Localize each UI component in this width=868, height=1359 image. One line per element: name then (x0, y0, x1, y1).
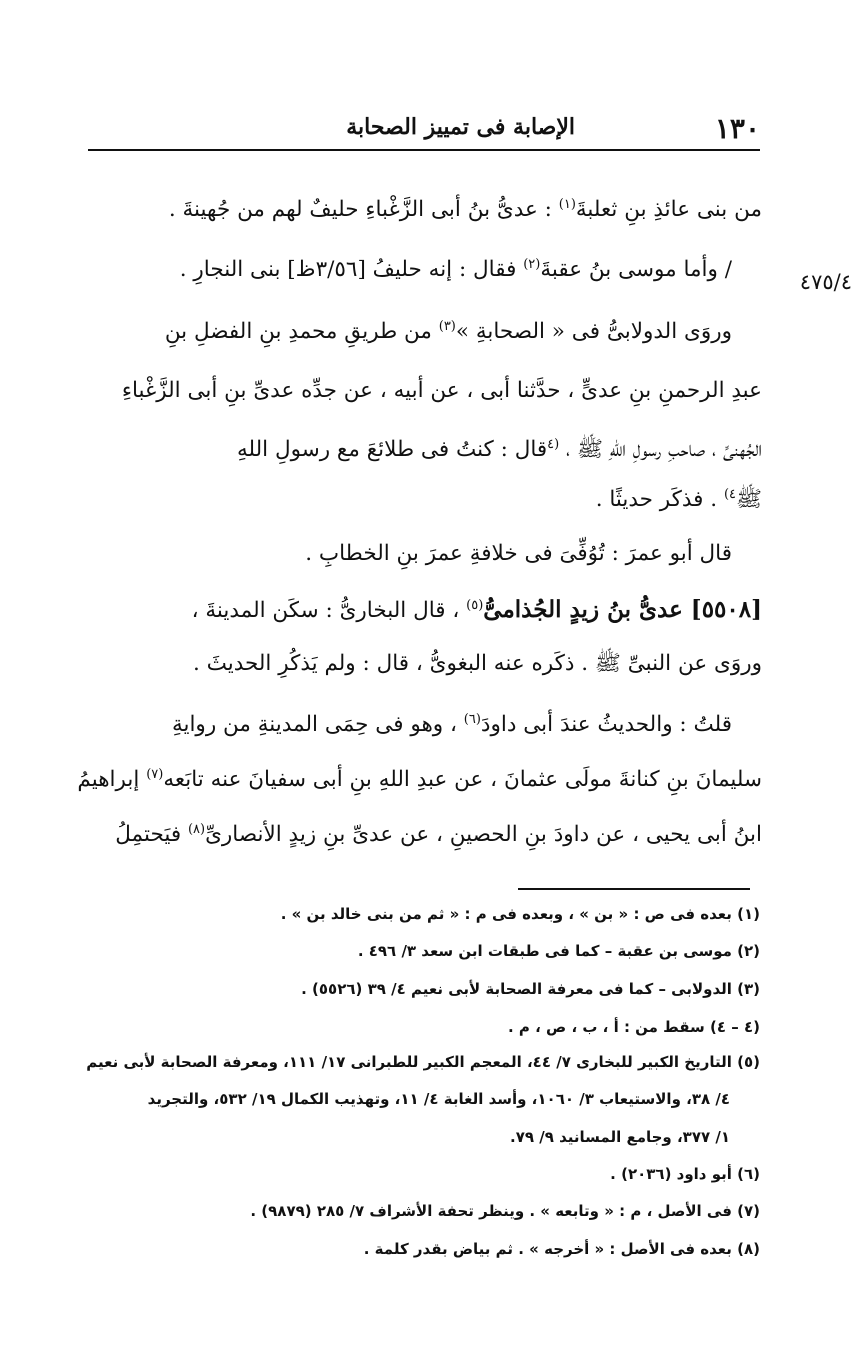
footnote: (٤ – ٤) سقط من : أ ، ب ، ص ، م . (508, 1018, 760, 1036)
entry-heading: [٥٥٠٨] عدىُّ بنُ زيدٍ الجُذامىُّ (483, 596, 762, 623)
footnote: (٢) موسى بن عقبة – كما فى طبقات ابن سعد ٣/ ٤٩٦ . (357, 942, 760, 960)
text-line: قال أبو عمرَ : تُوُفِّىَ فى خلافةِ عمرَ بنِ الخطابِ . (305, 541, 732, 566)
text-line: وروَى عن النبىِّ ﷺ . ذكَره عنه البغوىُّ ، قال : ولم يَذكُرِ الحديثَ . (192, 651, 762, 676)
text-line: / وأما موسى بنُ عقبةَ$^{(٢)}$ فقال : إنه حليفُ [٣/٥٦ظ] بنى النجارِ . (179, 257, 732, 283)
margin-volume-page-marker: ٤٧٥/٤ (799, 270, 852, 294)
page-header (88, 108, 760, 150)
header-rule (88, 149, 760, 151)
text-line: عبدِ الرحمنِ بنِ عدىٍّ ، حدَّثنا أبى ، عن أبيه ، عن جدِّه عدىِّ بنِ أبى الزَّغْباءِ (121, 378, 762, 403)
text-line: من بنى عائذِ بنِ ثعلبةَ$^{(١)}$ : عدىُّ بنُ أبى الزَّغْباءِ حليفٌ لهم من جُهينةَ . (168, 197, 762, 223)
footnote: (٧) فى الأصل ، م : « وتابعه » . وينظر تحفة الأشراف ٧/ ٢٨٥ (٩٨٧٩) . (250, 1202, 760, 1220)
footnote-rule (518, 888, 750, 890)
text-line: قلتُ : والحديثُ عندَ أبى داودَ$^{(٦)}$ ، وهو فى حِمَى المدينةِ من روايةِ (171, 712, 732, 738)
text-line: ابنُ أبى يحيى ، عن داودَ بنِ الحصينِ ، عن عدىِّ بنِ زيدٍ الأنصارىِّ$^{(٨)}$ فيَحتمِلُ (115, 822, 762, 848)
footnote: (٦) أبو داود (٢٠٣٦) . (610, 1165, 760, 1183)
entry-heading-line: [٥٥٠٨] عدىُّ بنُ زيدٍ الجُذامىُّ$^{(٥)}$ ، قال البخارىُّ : سكَن المدينةَ ، (191, 596, 762, 623)
footnote: (٣) الدولابى – كما فى معرفة الصحابة لأبى نعيم ٤/ ٣٩ (٥٥٢٦) . (301, 980, 760, 998)
footnote-continuation: ٤/ ٣٨، والاستيعاب ٣/ ١٠٦٠، وأسد الغابة ٤/ ١١، وتهذيب الكمال ١٩/ ٥٣٢، والتجريد (147, 1090, 730, 1108)
text-line: ﷺ$^{٤)}$ . فذكَر حديثًا . (595, 487, 762, 513)
text-line: سليمانَ بنِ كنانةَ مولَى عثمانَ ، عن عبدِ اللهِ بنِ أبى سفيانَ عنه تابَعه$^{(٧)}$ إبراهيمُ (77, 767, 762, 793)
footnote-continuation: ١/ ٣٧٧، وجامع المسانيد ٩/ ٧٩. (509, 1128, 730, 1146)
footnote: (٥) التاريخ الكبير للبخارى ٧/ ٤٤، المعجم الكبير للطبرانى ١٧/ ١١١، ومعرفة الصحابة لأبى نعيم (86, 1053, 760, 1071)
footnote: (١) بعده فى ص : « بن » ، وبعده فى م : « ثم من بنى خالد بن » . (280, 905, 760, 923)
text-line: الجُهنىِّ ، صاحبِ رسولِ اللهِ ﷺ ، $^{(٤}$قال : كنتُ فى طلائعَ مع رسولِ اللهِ (236, 437, 762, 463)
page-number: ١٣٠ (714, 112, 760, 145)
footnote: (٨) بعده فى الأصل : « أخرجه » . ثم بياض بقدر كلمة . (363, 1240, 760, 1258)
running-title: الإصابة فى تمييز الصحابة (346, 114, 575, 140)
text-line: وروَى الدولابىُّ فى « الصحابةِ »$^{(٣)}$ من طريقِ محمدِ بنِ الفضلِ بنِ (164, 319, 732, 345)
